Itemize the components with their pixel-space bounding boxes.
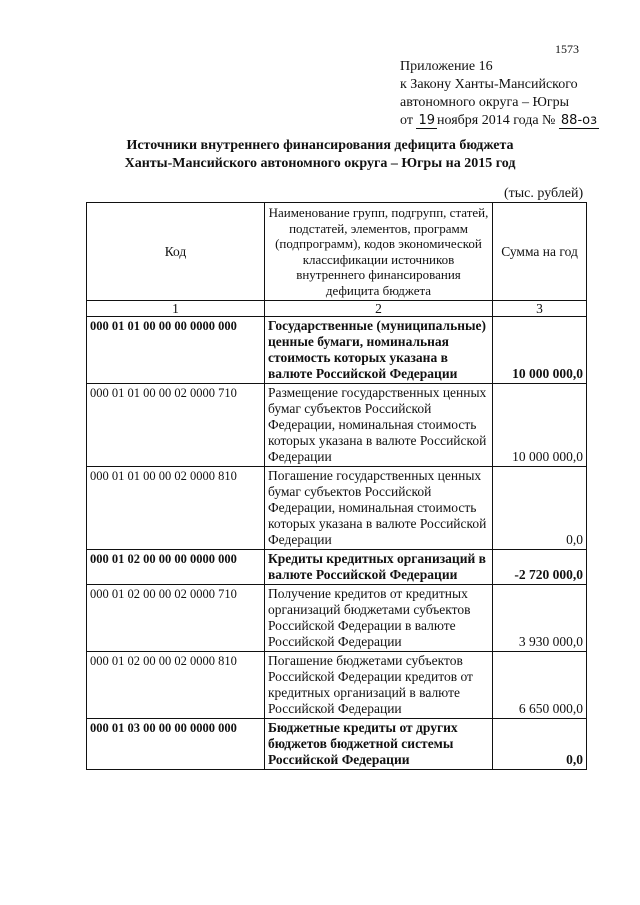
table-row [87,719,587,770]
row-name: Государственные (муниципальные) ценные бумаги, номинальная стоимость которых указана в валюте Российской Федерации [265,317,493,384]
header-name: Наименование групп, подгрупп, статей, подстатей, элементов, программ (подпрограмм), кодов экономической классификации источников внутреннего финансирования дефицита бюджета [265,203,493,301]
unit-label: (тыс. рублей) [504,186,584,201]
document-title [0,137,640,173]
row-sum: 6 650 000,0 [493,652,587,719]
row-name: Погашение государственных ценных бумаг субъектов Российской Федерации, номинальная стоимость которых указана в валюте Российской Федерации [265,467,493,550]
header-code: Код [87,203,265,301]
row-code: 000 01 03 00 00 00 0000 000 [87,719,265,770]
appendix-line-1: Приложение 16 [400,59,493,74]
row-sum: 10 000 000,0 [493,384,587,467]
row-sum: 0,0 [493,719,587,770]
table-body [87,317,587,770]
column-number-row [87,301,587,317]
table-row [87,467,587,550]
financing-table [86,202,587,770]
table-row [87,585,587,652]
row-code: 000 01 01 00 00 00 0000 000 [87,317,265,384]
header-sum: Сумма на год [493,203,587,301]
row-sum: 10 000 000,0 [493,317,587,384]
row-name: Кредиты кредитных организаций в валюте Российской Федерации [265,550,493,585]
appendix-block [400,58,599,130]
title-line-1: Источники внутреннего финансирования дефицита бюджета [126,138,514,153]
appendix-date-line [400,112,599,130]
row-sum: 0,0 [493,467,587,550]
column-number: 1 [87,301,265,317]
row-name: Размещение государственных ценных бумаг субъектов Российской Федерации, номинальная стоимость которых указана в валюте Российской Федерации [265,384,493,467]
appendix-line-3: автономного округа – Югры [400,95,569,110]
table-header-row [87,203,587,301]
appendix-line-2: к Закону Ханты-Мансийского [400,77,578,92]
table-row [87,550,587,585]
row-code: 000 01 02 00 00 02 0000 710 [87,585,265,652]
column-number: 2 [265,301,493,317]
column-number: 3 [493,301,587,317]
row-sum: 3 930 000,0 [493,585,587,652]
table-row [87,384,587,467]
row-code: 000 01 01 00 00 02 0000 710 [87,384,265,467]
handwritten-law-number: 88-оз [560,113,598,128]
date-prefix: от [400,113,413,128]
handwritten-day: 19 [418,113,435,128]
table-row [87,652,587,719]
row-name: Бюджетные кредиты от других бюджетов бюджетной системы Российской Федерации [265,719,493,770]
table-row [87,317,587,384]
row-name: Получение кредитов от кредитных организаций бюджетами субъектов Российской Федерации в валюте Российской Федерации [265,585,493,652]
row-code: 000 01 02 00 00 02 0000 810 [87,652,265,719]
row-name: Погашение бюджетами субъектов Российской Федерации кредитов от кредитных организаций в валюте Российской Федерации [265,652,493,719]
date-middle: ноября 2014 года № [436,113,556,128]
row-sum: -2 720 000,0 [493,550,587,585]
title-line-2: Ханты-Мансийского автономного округа – Югры на 2015 год [124,156,516,171]
row-code: 000 01 02 00 00 00 0000 000 [87,550,265,585]
page-number: 1573 [555,42,579,56]
row-code: 000 01 01 00 00 02 0000 810 [87,467,265,550]
